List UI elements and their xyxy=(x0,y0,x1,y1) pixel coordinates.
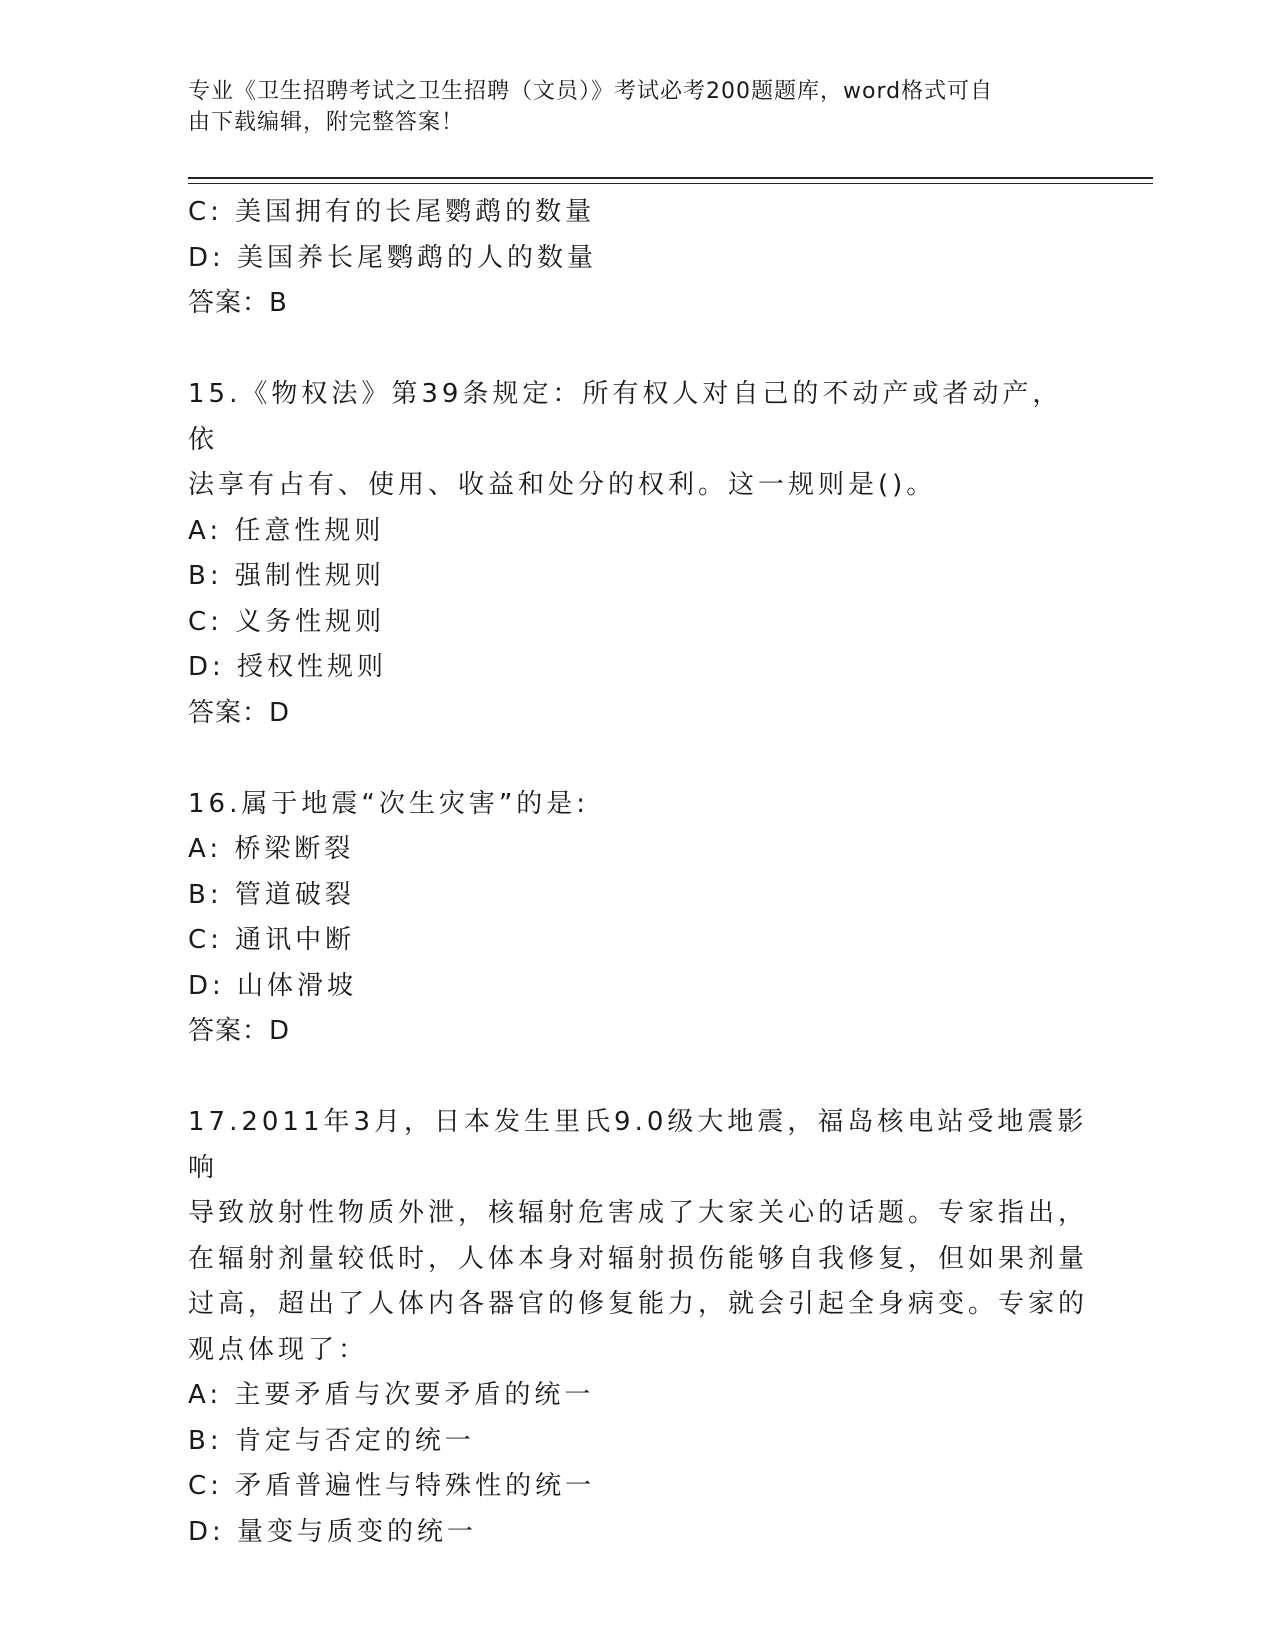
option-d: D: 山体滑坡 xyxy=(188,970,358,1001)
header-divider-thin xyxy=(188,183,1153,184)
question-17 xyxy=(188,1100,1088,1555)
header-line-2: 由下载编辑，附完整答案！ xyxy=(188,110,465,135)
question-text-line: 17.2011年3月，日本发生里氏9.0级大地震，福岛核电站受地震影响 xyxy=(188,1107,1088,1183)
answer-line: 答案：B xyxy=(188,288,288,318)
answer-line: 答案：D xyxy=(188,1016,291,1046)
option-d: D: 量变与质变的统一 xyxy=(188,1516,478,1547)
option-c: C: 美国拥有的长尾鹦鹉的数量 xyxy=(188,197,596,227)
question-text-line: 观点体现了： xyxy=(188,1334,369,1365)
header-divider-thick xyxy=(188,177,1153,179)
option-a: A: 桥梁断裂 xyxy=(188,834,355,864)
option-a: A: 任意性规则 xyxy=(188,515,385,546)
option-b: B: 管道破裂 xyxy=(188,879,355,910)
question-text-line: 过高，超出了人体内各器官的修复能力，就会引起全身病变。专家的 xyxy=(188,1289,1089,1319)
option-a: A: 主要矛盾与次要矛盾的统一 xyxy=(188,1380,595,1410)
option-b: B: 肯定与否定的统一 xyxy=(188,1425,475,1456)
question-text-line: 16.属于地震“次生灾害”的是: xyxy=(188,788,590,819)
option-b: B: 强制性规则 xyxy=(188,561,385,591)
option-c: C: 通讯中断 xyxy=(188,925,356,955)
spacer xyxy=(188,1055,1088,1101)
option-c: C: 义务性规则 xyxy=(188,606,386,637)
answer-line: 答案：D xyxy=(188,697,291,728)
page-header xyxy=(188,76,1088,138)
question-text-line: 导致放射性物质外泄，核辐射危害成了大家关心的话题。专家指出， xyxy=(188,1198,1089,1228)
spacer xyxy=(188,327,1088,373)
option-d: D: 美国养长尾鹦鹉的人的数量 xyxy=(188,242,598,273)
header-line-1: 专业《卫生招聘考试之卫生招聘（文员）》考试必考200题题库，word格式可自 xyxy=(188,79,994,104)
option-d: D: 授权性规则 xyxy=(188,652,388,682)
question-text-line: 在辐射剂量较低时，人体本身对辐射损伤能够自我修复，但如果剂量 xyxy=(188,1243,1089,1274)
prev-question-block xyxy=(188,190,1088,327)
option-c: C: 矛盾普遍性与特殊性的统一 xyxy=(188,1471,596,1501)
spacer xyxy=(188,736,1088,782)
question-text-line: 15.《物权法》第39条规定：所有权人对自己的不动产或者动产，依 xyxy=(188,379,1063,455)
question-text-line: 法享有占有、使用、收益和处分的权利。这一规则是()。 xyxy=(188,470,937,500)
question-15 xyxy=(188,372,1088,736)
question-16 xyxy=(188,782,1088,1055)
question-content xyxy=(188,190,1088,1555)
